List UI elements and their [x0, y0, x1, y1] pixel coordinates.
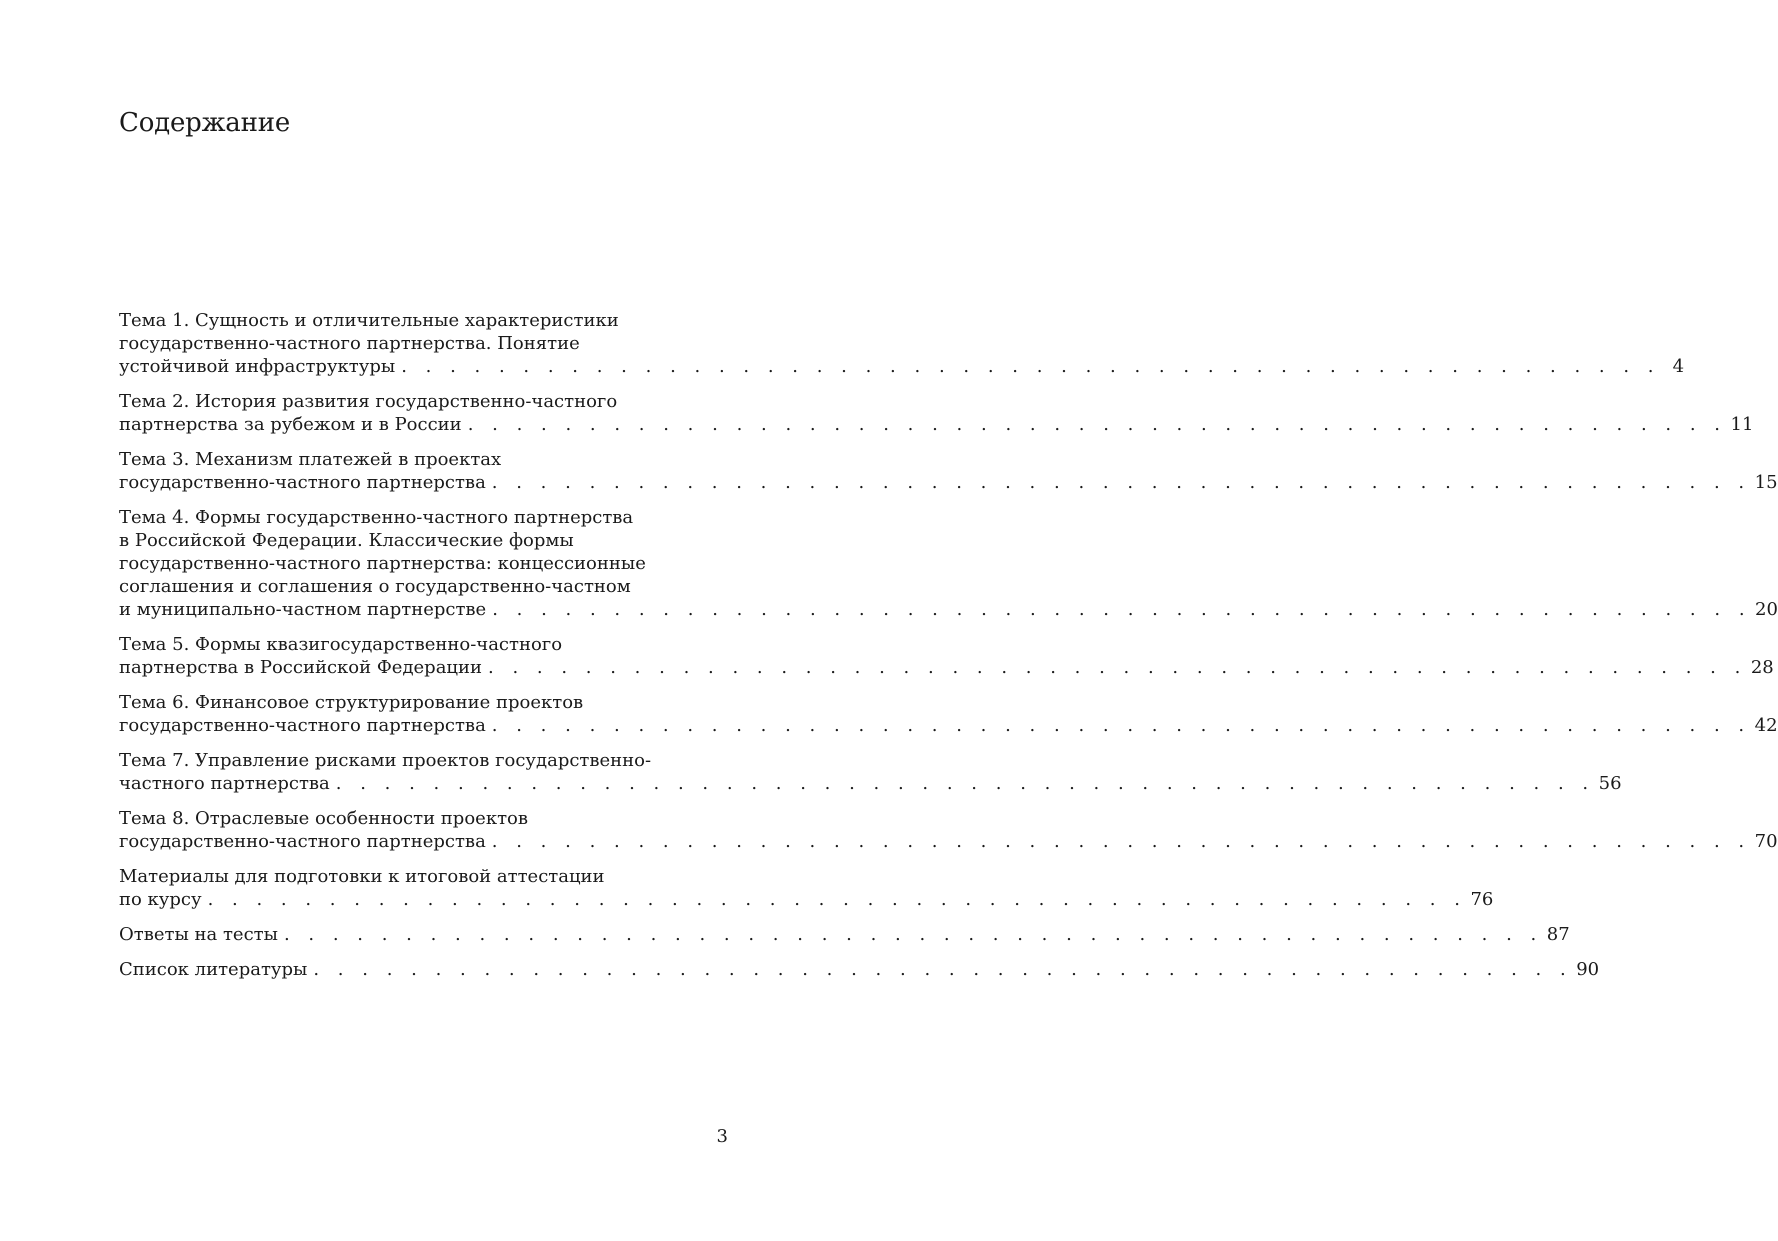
page-number: 3 [716, 1126, 728, 1147]
dot-leader: . . . . . . . . . . . . . . . . . . . . . . . . . . . . . . . . . . . . . . . . . . . . . . . . . . . . [283, 924, 1543, 945]
toc-entry-title-line: государственно-частного партнерства [119, 472, 486, 493]
toc-entry-title-line: Тема 5. Формы квазигосударственно-частного [119, 634, 563, 655]
toc-entry-title-line: партнерства в Российской Федерации [119, 657, 483, 678]
dot-leader: . . . . . . . . . . . . . . . . . . . . . . . . . . . . . . . . . . . . . . . . . . . . . . . . . . . . [491, 715, 1751, 736]
toc-page-number: 87 [1546, 924, 1570, 945]
toc-page-number: 70 [1754, 831, 1778, 852]
toc-entry-title-line: Тема 3. Механизм платежей в проектах [119, 449, 502, 470]
toc-entry-title-line: Материалы для подготовки к итоговой аттестации [119, 866, 605, 887]
toc-page-number: 76 [1470, 889, 1494, 910]
dot-leader: . . . . . . . . . . . . . . . . . . . . . . . . . . . . . . . . . . . . . . . . . . . . . . . . . . . . [313, 959, 1573, 980]
toc-entry-title-line: Тема 6. Финансовое структурирование проектов [119, 692, 584, 713]
toc-entry[interactable] [119, 309, 1685, 378]
toc-page-number: 4 [1672, 356, 1685, 377]
toc-entry-title-line: Ответы на тесты [119, 924, 278, 945]
toc-entry-title-line: по курсу [119, 889, 202, 910]
toc-page-number: 90 [1576, 959, 1600, 980]
toc-entry-title-line: государственно-частного партнерства. Понятие [119, 333, 580, 354]
toc-entry[interactable] [119, 506, 1778, 621]
toc-entry-title-line: устойчивой инфраструктуры [119, 356, 396, 377]
toc-entry-title-line: государственно-частного партнерства [119, 715, 486, 736]
toc-entry-title-line: государственно-частного партнерства [119, 831, 486, 852]
toc-entry-title-line: и муниципально-частном партнерстве [119, 599, 487, 620]
toc-entry-title-line: партнерства за рубежом и в России [119, 414, 462, 435]
toc-entry[interactable] [119, 691, 1778, 737]
toc-page-number: 28 [1750, 657, 1774, 678]
toc-entry-title-line: Тема 8. Отраслевые особенности проектов [119, 808, 528, 829]
dot-leader: . . . . . . . . . . . . . . . . . . . . . . . . . . . . . . . . . . . . . . . . . . . . . . . . . . . . [467, 414, 1727, 435]
toc-entry[interactable] [119, 390, 1754, 436]
toc-entry[interactable] [119, 749, 1622, 795]
toc-entry-title-line: Тема 1. Сущность и отличительные характеристики [119, 310, 619, 331]
toc-entry-title-line: Тема 4. Формы государственно-частного партнерства [119, 507, 634, 528]
toc-entry-title-line: Тема 2. История развития государственно-частного [119, 391, 618, 412]
toc-page-number: 11 [1730, 414, 1754, 435]
table-of-contents [119, 309, 1778, 993]
page-title: Содержание [119, 108, 291, 138]
dot-leader: . . . . . . . . . . . . . . . . . . . . . . . . . . . . . . . . . . . . . . . . . . . . . . . . . . . . [492, 599, 1752, 620]
toc-entry[interactable] [119, 448, 1778, 494]
toc-entry[interactable] [119, 633, 1774, 679]
toc-entry-title-line: государственно-частного партнерства: концессионные [119, 553, 646, 574]
toc-page-number: 20 [1755, 599, 1778, 620]
toc-entry[interactable] [119, 923, 1570, 946]
dot-leader: . . . . . . . . . . . . . . . . . . . . . . . . . . . . . . . . . . . . . . . . . . . . . . . . . . . . [401, 356, 1661, 377]
toc-entry-title-line: в Российской Федерации. Классические формы [119, 530, 574, 551]
toc-entry-title-line: соглашения и соглашения о государственно-частном [119, 576, 631, 597]
toc-entry[interactable] [119, 958, 1600, 981]
dot-leader: . . . . . . . . . . . . . . . . . . . . . . . . . . . . . . . . . . . . . . . . . . . . . . . . . . . . [491, 472, 1751, 493]
toc-page-number: 56 [1598, 773, 1622, 794]
toc-entry-title-line: Тема 7. Управление рисками проектов государственно- [119, 750, 652, 771]
dot-leader: . . . . . . . . . . . . . . . . . . . . . . . . . . . . . . . . . . . . . . . . . . . . . . . . . . . . [335, 773, 1595, 794]
dot-leader: . . . . . . . . . . . . . . . . . . . . . . . . . . . . . . . . . . . . . . . . . . . . . . . . . . . . [488, 657, 1747, 678]
toc-entry-title-line: Список литературы [119, 959, 308, 980]
toc-page-number: 42 [1754, 715, 1778, 736]
toc-entry[interactable] [119, 865, 1494, 911]
dot-leader: . . . . . . . . . . . . . . . . . . . . . . . . . . . . . . . . . . . . . . . . . . . . . . . . . . . . [207, 889, 1467, 910]
toc-entry[interactable] [119, 807, 1778, 853]
toc-entry-title-line: частного партнерства [119, 773, 330, 794]
toc-page-number: 15 [1754, 472, 1778, 493]
dot-leader: . . . . . . . . . . . . . . . . . . . . . . . . . . . . . . . . . . . . . . . . . . . . . . . . . . . . [491, 831, 1751, 852]
